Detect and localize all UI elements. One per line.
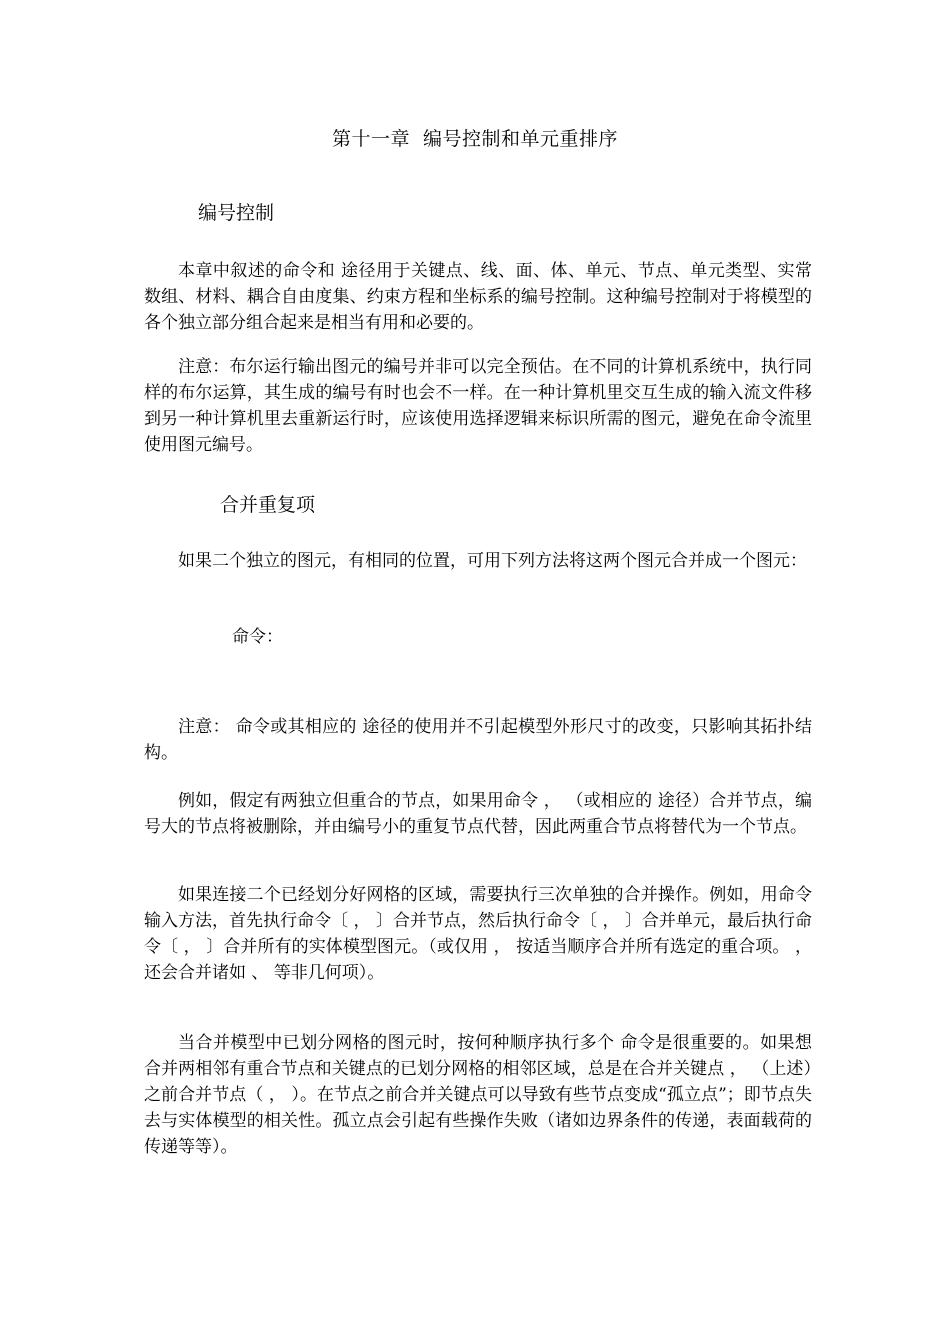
paragraph-merge-example: 例如，假定有两独立但重合的节点，如果用命令 ， （或相应的 途径）合并节点，编号大的节点将被删除，并由编号小的重复节点代替，因此两重合节点将替代为一个节点。 — [144, 791, 812, 837]
paragraph-numbering-intro: 本章中叙述的命令和 途径用于关键点、线、面、体、单元、节点、单元类型、实常数组、材料、耦合自由度集、约束方程和坐标系的编号控制。这种编号控制对于将模型的各个独立部分组合起来是相当有用和必要的。 — [144, 261, 812, 333]
section-heading-numbering-control: 编号控制 — [198, 202, 275, 224]
paragraph-merge-meshed-regions: 如果连接二个已经划分好网格的区域，需要执行三次单独的合并操作。例如，用命令输入方法，首先执行命令〔 ， 〕合并节点，然后执行命令〔 ， 〕合并单元，最后执行命令〔 ， 〕合并所有的实体模型图元。（或仅用 ， 按适当顺序合并所有选定的重合项。 ， 还会合并诸如 、 等非几何项）。 — [144, 885, 812, 983]
paragraph-merge-order: 当合并模型中已划分网格的图元时，按何种顺序执行多个 命令是很重要的。如果想合并两相邻有重合节点和关键点的已划分网格的相邻区域，总是在合并关键点 ， （上述）之前合并节点（ ， ）。在节点之前合并关键点可以导致有些节点变成“孤立点”；即节点失去与实体模型的相关性。孤立点会引起有些操作失败（诸如边界条件的传递，表面载荷的传递等等）。 — [144, 1033, 812, 1157]
paragraph-merge-intro: 如果二个独立的图元，有相同的位置，可用下列方法将这两个图元合并成一个图元： — [178, 551, 807, 571]
chapter-title: 第十一章 编号控制和单元重排序 — [331, 128, 619, 150]
command-label: 命令： — [232, 627, 283, 647]
paragraph-boolean-note: 注意：布尔运行输出图元的编号并非可以完全预估。在不同的计算机系统中，执行同样的布尔运算，其生成的编号有时也会不一样。在一种计算机里交互生成的输入流文件移到另一种计算机里去重新运行时，应该使用选择逻辑来标识所需的图元，避免在命令流里使用图元编号。 — [144, 357, 812, 455]
section-heading-merge-duplicates: 合并重复项 — [220, 494, 316, 516]
paragraph-merge-note: 注意： 命令或其相应的 途径的使用并不引起模型外形尺寸的改变，只影响其拓扑结构。 — [144, 717, 812, 763]
